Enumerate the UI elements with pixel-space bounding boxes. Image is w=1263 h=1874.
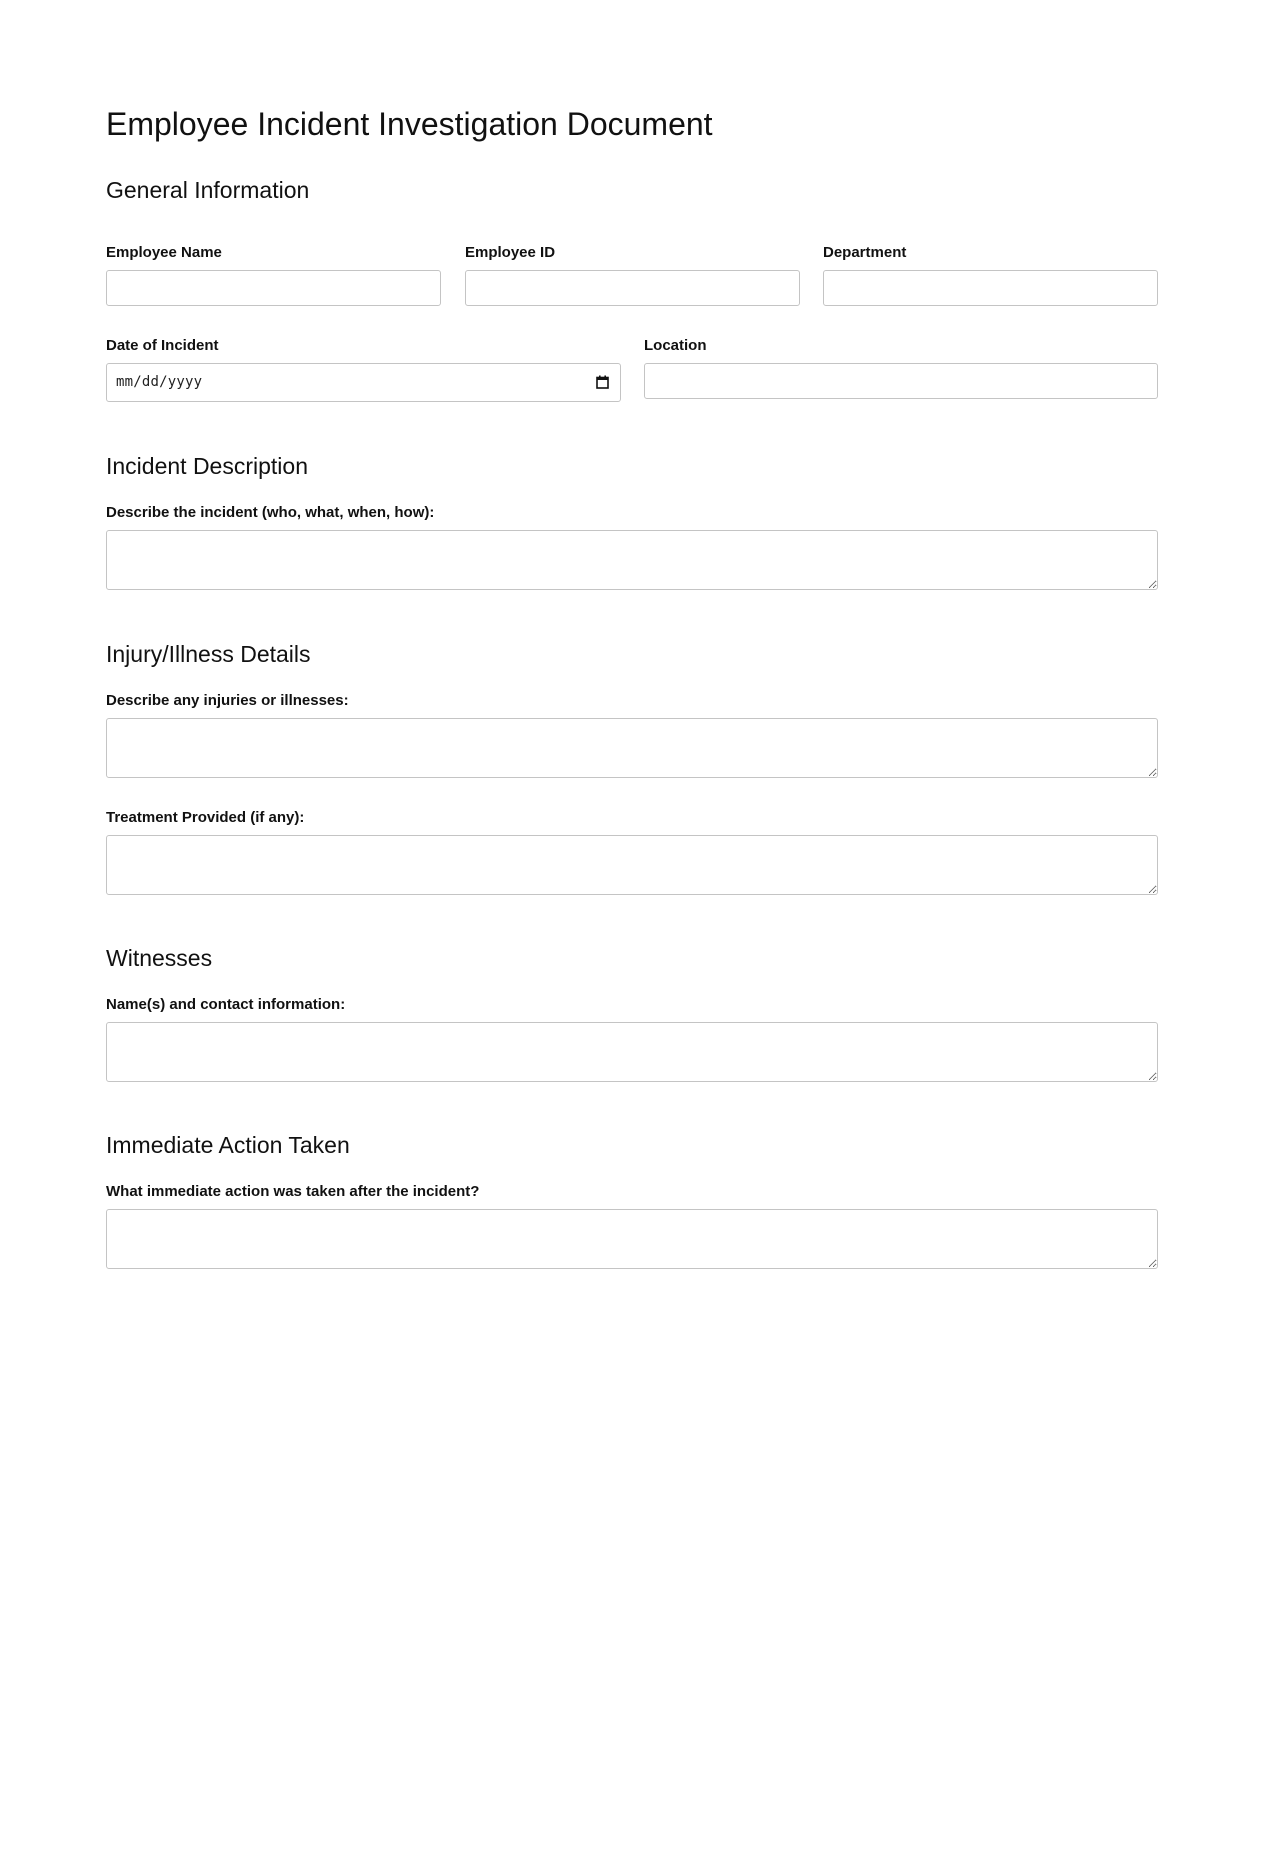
section-heading-incident: Incident Description	[106, 453, 308, 479]
calendar-icon[interactable]	[596, 375, 609, 389]
witness-contacts-wrap	[106, 1022, 1158, 1082]
immediate-action-label: What immediate action was taken after the incident?	[106, 1183, 480, 1200]
employee-name-label: Employee Name	[106, 244, 222, 261]
immediate-action-textarea[interactable]	[106, 1209, 1158, 1269]
treatment-label: Treatment Provided (if any):	[106, 809, 305, 826]
location-input[interactable]	[644, 363, 1158, 399]
injuries-wrap	[106, 718, 1158, 778]
page-title: Employee Incident Investigation Document	[106, 106, 713, 142]
injuries-label: Describe any injuries or illnesses:	[106, 692, 349, 709]
department-label: Department	[823, 244, 907, 261]
date-of-incident-input[interactable]	[106, 363, 621, 402]
witness-contacts-label: Name(s) and contact information:	[106, 996, 346, 1013]
immediate-action-wrap	[106, 1209, 1158, 1269]
incident-description-wrap	[106, 530, 1158, 590]
employee-name-input[interactable]	[106, 270, 441, 306]
injuries-textarea[interactable]	[106, 718, 1158, 778]
treatment-wrap	[106, 835, 1158, 895]
incident-description-label: Describe the incident (who, what, when, how):	[106, 504, 435, 521]
date-of-incident-label: Date of Incident	[106, 337, 219, 354]
section-heading-action: Immediate Action Taken	[106, 1132, 350, 1158]
section-heading-witnesses: Witnesses	[106, 945, 213, 971]
section-heading-general: General Information	[106, 177, 310, 203]
section-heading-injury: Injury/Illness Details	[106, 641, 311, 667]
witness-contacts-textarea[interactable]	[106, 1022, 1158, 1082]
department-input[interactable]	[823, 270, 1158, 306]
date-placeholder[interactable]: mm/dd/yyyy	[116, 374, 203, 390]
location-label: Location	[644, 337, 707, 354]
treatment-textarea[interactable]	[106, 835, 1158, 895]
incident-description-textarea[interactable]	[106, 530, 1158, 590]
employee-id-input[interactable]	[465, 270, 800, 306]
employee-id-label: Employee ID	[465, 244, 556, 261]
